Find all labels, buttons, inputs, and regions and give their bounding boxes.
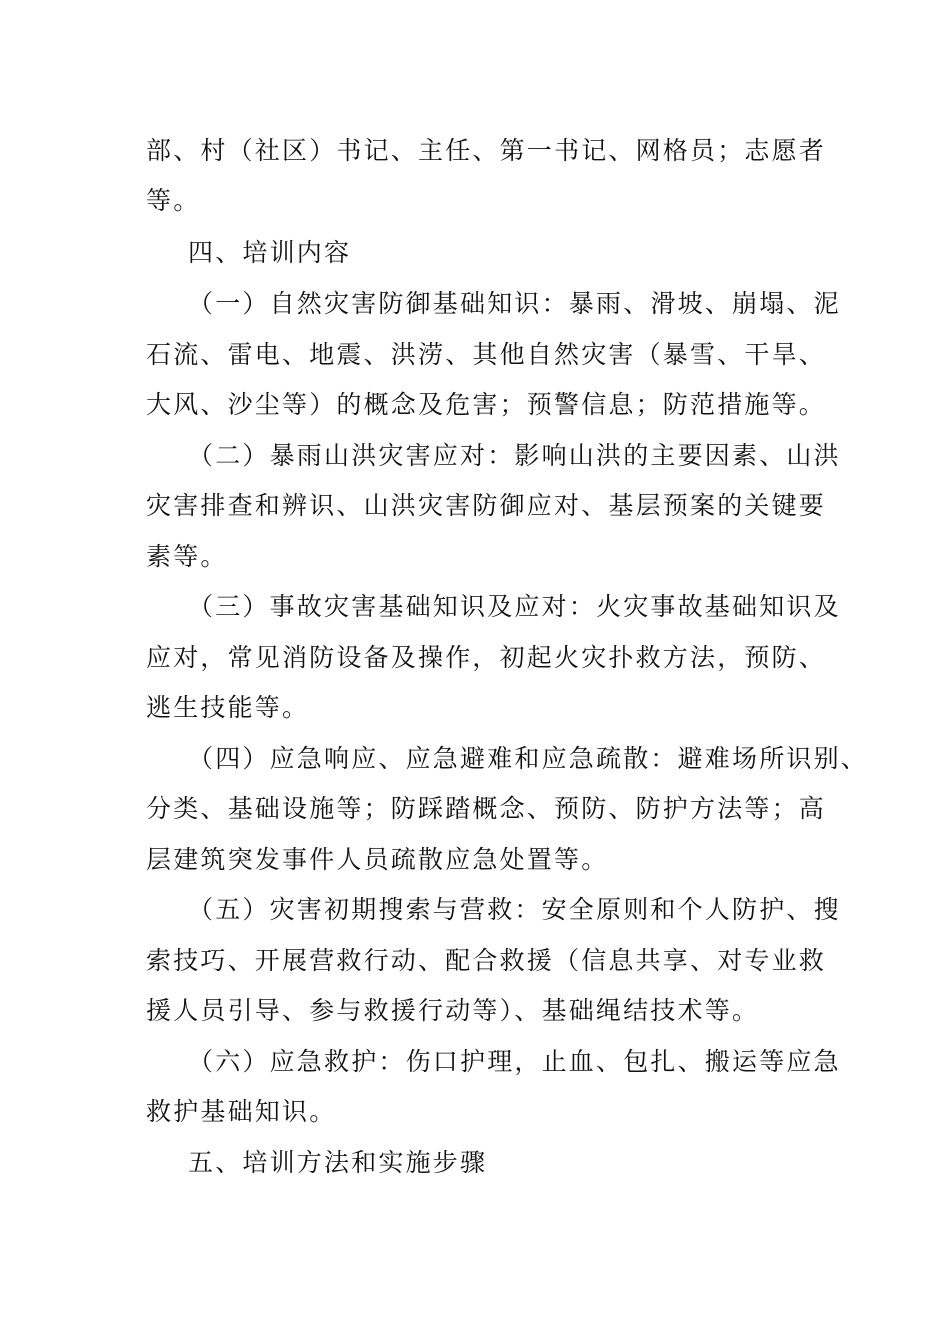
paragraph-line: （六）应急救护：伤口护理，止血、包扎、搬运等应急 bbox=[188, 1047, 841, 1076]
paragraph-line: 索技巧、开展营救行动、配合救援（信息共享、对专业救 bbox=[146, 946, 827, 975]
paragraph-line: 素等。 bbox=[146, 542, 228, 571]
paragraph-line: （二）暴雨山洪灾害应对：影响山洪的主要因素、山洪 bbox=[188, 441, 841, 470]
paragraph-line: 救护基础知识。 bbox=[146, 1097, 337, 1126]
paragraph-line: 灾害排查和辨识、山洪灾害防御应对、基层预案的关键要 bbox=[146, 491, 827, 520]
paragraph-line: （五）灾害初期搜索与营救：安全原则和个人防护、搜 bbox=[188, 895, 841, 924]
section-heading: 五、培训方法和实施步骤 bbox=[188, 1148, 488, 1177]
paragraph-line: 应对，常见消防设备及操作，初起火灾扑救方法，预防、 bbox=[146, 643, 827, 672]
paragraph-line: （一）自然灾害防御基础知识：暴雨、滑坡、崩塌、泥 bbox=[188, 289, 841, 318]
section-heading: 四、培训内容 bbox=[188, 238, 352, 267]
paragraph-line: 分类、基础设施等；防踩踏概念、预防、防护方法等；高 bbox=[146, 794, 827, 823]
paragraph-line: （三）事故灾害基础知识及应对：火灾事故基础知识及 bbox=[188, 592, 841, 621]
paragraph-line: 石流、雷电、地震、洪涝、其他自然灾害（暴雪、干旱、 bbox=[146, 340, 827, 369]
paragraph-line: （四）应急响应、应急避难和应急疏散：避难场所识别、 bbox=[188, 744, 869, 773]
paragraph-line: 大风、沙尘等）的概念及危害；预警信息；防范措施等。 bbox=[146, 390, 827, 419]
paragraph-line: 等。 bbox=[146, 186, 201, 215]
paragraph-line: 部、村（社区）书记、主任、第一书记、网格员；志愿者 bbox=[146, 136, 827, 165]
paragraph-line: 援人员引导、参与救援行动等）、基础绳结技术等。 bbox=[146, 996, 760, 1025]
paragraph-line: 层建筑突发事件人员疏散应急处置等。 bbox=[146, 845, 609, 874]
paragraph-line: 逃生技能等。 bbox=[146, 693, 310, 722]
